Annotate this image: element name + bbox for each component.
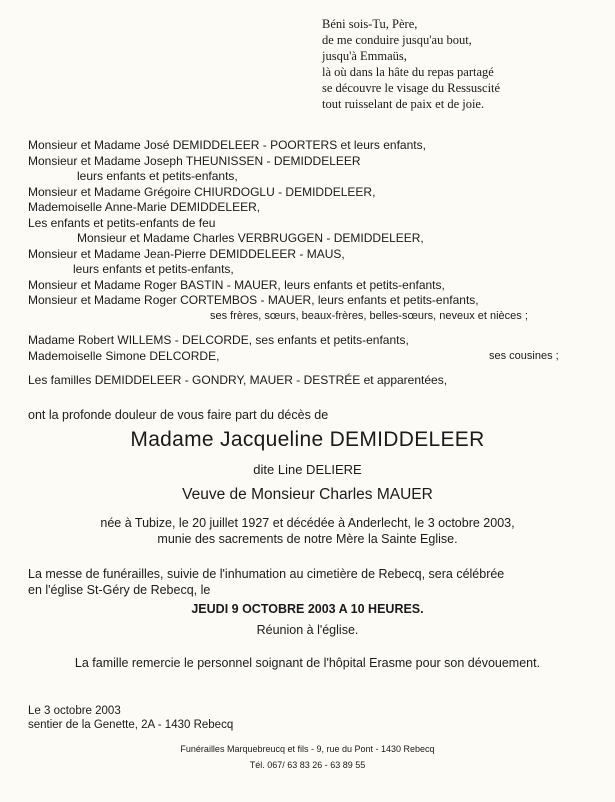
family-line: leurs enfants et petits-enfants,	[77, 169, 238, 183]
family-line: ses frères, sœurs, beaux-frères, belles-sœurs, neveux et nièces ;	[210, 309, 528, 322]
family-line: Monsieur et Madame Charles VERBRUGGEN - DEMIDDELEER,	[77, 231, 424, 245]
poem-line: tout ruisselant de paix et de joie.	[322, 97, 485, 111]
deceased-name: Madame Jacqueline DEMIDDELEER	[130, 428, 485, 451]
family-line: Madame Robert WILLEMS - DELCORDE, ses enfants et petits-enfants,	[28, 333, 409, 347]
address-street: sentier de la Genette, 2A - 1430 Rebecq	[28, 719, 234, 731]
family-line: Monsieur et Madame Roger BASTIN - MAUER, leurs enfants et petits-enfants,	[28, 277, 445, 292]
address-block	[28, 704, 233, 732]
poem-line: de me conduire jusqu'au bout,	[322, 33, 472, 47]
family-line: Mademoiselle Anne-Marie DEMIDDELEER,	[28, 200, 261, 214]
announcement-text: ont la profonde douleur de vous faire part du décès de	[28, 408, 329, 422]
family-line: leurs enfants et petits-enfants,	[73, 262, 234, 276]
poem-line: se découvre le visage du Ressuscité	[322, 81, 501, 95]
funeral-info	[28, 566, 588, 598]
deceased-alias: dite Line DELIERE	[253, 462, 362, 477]
funeral-line: en l'église St-Géry de Rebecq, le	[28, 583, 211, 597]
family-line: Les enfants et petits-enfants de feu	[28, 215, 216, 230]
family-line: Monsieur et Madame Grégoire CHIURDOGLU - DEMIDDELEER,	[28, 184, 376, 199]
birth-death-dates: née à Tubize, le 20 juillet 1927 et décédée à Anderlecht, le 3 octobre 2003,	[100, 516, 515, 530]
family-line: Monsieur et Madame Roger CORTEMBOS - MAUER, leurs enfants et petits-enfants,	[28, 293, 479, 307]
family-line: Les familles DEMIDDELEER - GONDRY, MAUER - DESTRÉE et apparentées,	[28, 373, 448, 387]
footer-company: Funérailles Marquebreucq et fils - 9, rue du Pont - 1430 Rebecq	[180, 744, 435, 754]
thanks-line: La famille remercie le personnel soignant de l'hôpital Erasme pour son dévouement.	[74, 656, 541, 670]
family-list	[28, 138, 588, 389]
cousines-label: ses cousines ;	[489, 349, 559, 362]
address-date: Le 3 octobre 2003	[28, 705, 121, 717]
poem-line: là où dans la hâte du repas partagé	[322, 65, 494, 79]
family-line: Monsieur et Madame Joseph THEUNISSEN - DEMIDDELEER	[28, 153, 361, 168]
sacraments-line: munie des sacrements de notre Mère la Sainte Eglise.	[157, 532, 458, 546]
widow-of: Veuve de Monsieur Charles MAUER	[182, 486, 433, 503]
poem-line: jusqu'à Emmaüs,	[322, 49, 407, 63]
reunion-note: Réunion à l'église.	[256, 623, 359, 637]
poem	[322, 16, 500, 112]
funeral-date: JEUDI 9 OCTOBRE 2003 A 10 HEURES.	[191, 602, 424, 616]
funeral-line: La messe de funérailles, suivie de l'inhumation au cimetière de Rebecq, sera célébrée	[28, 567, 505, 581]
footer-phone: Tél. 067/ 63 83 26 - 63 89 55	[249, 760, 366, 770]
family-line: Monsieur et Madame Jean-Pierre DEMIDDELEER - MAUS,	[28, 246, 345, 261]
family-line: Monsieur et Madame José DEMIDDELEER - POORTERS et leurs enfants,	[28, 138, 426, 152]
family-line-cousines	[28, 349, 588, 365]
family-line-text: Mademoiselle Simone DELCORDE,	[28, 348, 220, 363]
poem-line: Béni sois-Tu, Père,	[322, 17, 418, 31]
